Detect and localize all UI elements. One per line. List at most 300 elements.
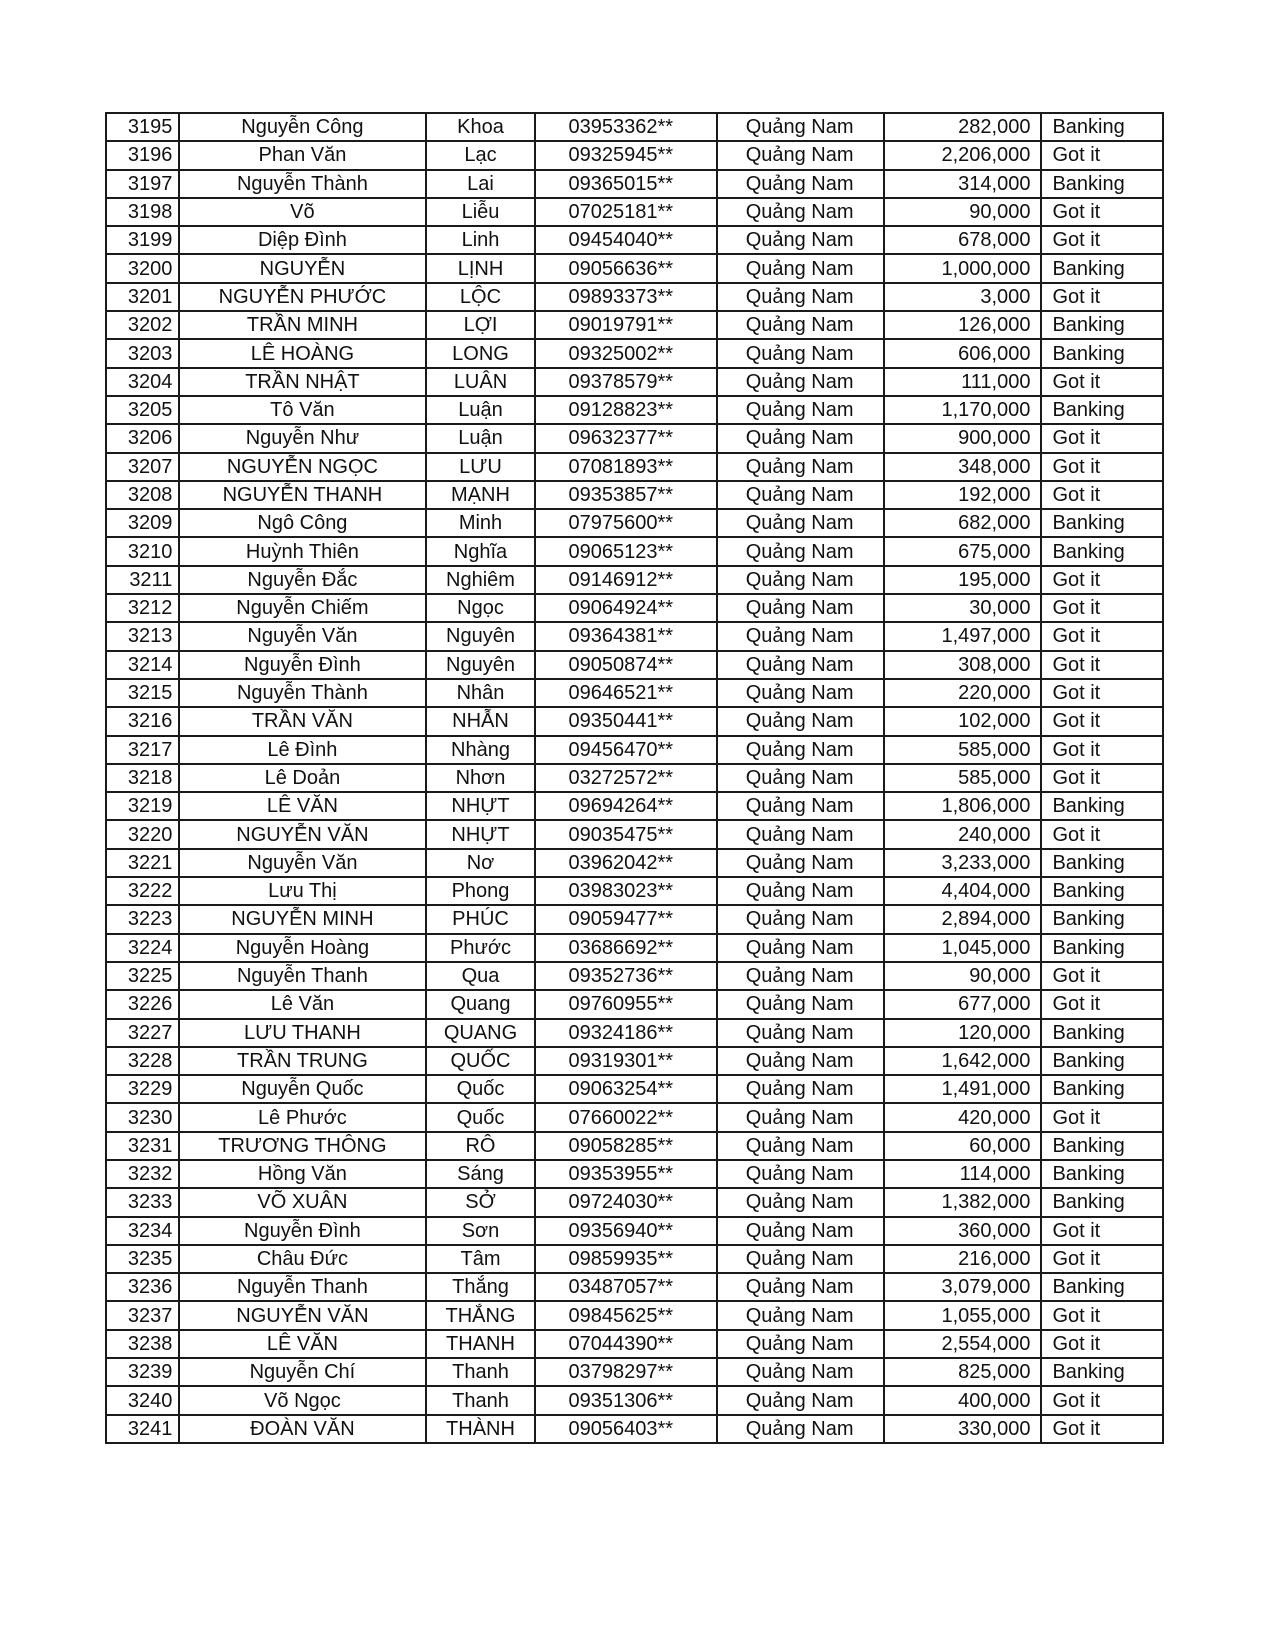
first-name-cell: Luận: [426, 396, 536, 424]
phone-cell: 09350441**: [535, 707, 716, 735]
first-name-cell: THANH: [426, 1330, 536, 1358]
table-row: [106, 1019, 1163, 1047]
table-row: [106, 905, 1163, 933]
province-cell: Quảng Nam: [717, 198, 885, 226]
province-cell: Quảng Nam: [717, 424, 885, 452]
amount-cell: 1,000,000: [884, 254, 1041, 282]
payment-method-cell: Banking: [1041, 311, 1163, 339]
payment-method-cell: Got it: [1041, 566, 1163, 594]
phone-cell: 09019791**: [535, 311, 716, 339]
row-number-cell: 3219: [106, 792, 179, 820]
province-cell: Quảng Nam: [717, 764, 885, 792]
phone-cell: 07660022**: [535, 1103, 716, 1131]
row-number-cell: 3215: [106, 679, 179, 707]
payment-method-cell: Banking: [1041, 1019, 1163, 1047]
last-name-cell: Nguyễn Đình: [179, 1217, 425, 1245]
payment-method-cell: Got it: [1041, 198, 1163, 226]
last-name-cell: TRẦN TRUNG: [179, 1047, 425, 1075]
phone-cell: 03983023**: [535, 877, 716, 905]
last-name-cell: ĐOÀN VĂN: [179, 1415, 425, 1443]
recipient-table: [105, 112, 1164, 1444]
payment-method-cell: Banking: [1041, 1047, 1163, 1075]
table-row: [106, 113, 1163, 141]
payment-method-cell: Banking: [1041, 1132, 1163, 1160]
province-cell: Quảng Nam: [717, 622, 885, 650]
phone-cell: 09056636**: [535, 254, 716, 282]
phone-cell: 03686692**: [535, 934, 716, 962]
phone-cell: 09364381**: [535, 622, 716, 650]
first-name-cell: Ngọc: [426, 594, 536, 622]
table-row: [106, 679, 1163, 707]
payment-method-cell: Banking: [1041, 934, 1163, 962]
last-name-cell: NGUYỄN MINH: [179, 905, 425, 933]
last-name-cell: Nguyễn Thành: [179, 170, 425, 198]
province-cell: Quảng Nam: [717, 254, 885, 282]
phone-cell: 09353857**: [535, 481, 716, 509]
province-cell: Quảng Nam: [717, 820, 885, 848]
phone-cell: 03798297**: [535, 1358, 716, 1386]
row-number-cell: 3198: [106, 198, 179, 226]
phone-cell: 09128823**: [535, 396, 716, 424]
table-row: [106, 566, 1163, 594]
row-number-cell: 3217: [106, 736, 179, 764]
table-row: [106, 1217, 1163, 1245]
first-name-cell: Nguyên: [426, 622, 536, 650]
first-name-cell: Liễu: [426, 198, 536, 226]
last-name-cell: LÊ HOÀNG: [179, 339, 425, 367]
payment-method-cell: Banking: [1041, 509, 1163, 537]
first-name-cell: Quốc: [426, 1103, 536, 1131]
row-number-cell: 3229: [106, 1075, 179, 1103]
payment-method-cell: Got it: [1041, 594, 1163, 622]
table-row: [106, 764, 1163, 792]
amount-cell: 400,000: [884, 1386, 1041, 1414]
payment-method-cell: Got it: [1041, 481, 1163, 509]
last-name-cell: Nguyễn Công: [179, 113, 425, 141]
province-cell: Quảng Nam: [717, 1103, 885, 1131]
row-number-cell: 3237: [106, 1301, 179, 1329]
row-number-cell: 3214: [106, 651, 179, 679]
amount-cell: 420,000: [884, 1103, 1041, 1131]
last-name-cell: TRƯƠNG THÔNG: [179, 1132, 425, 1160]
last-name-cell: Nguyễn Đắc: [179, 566, 425, 594]
row-number-cell: 3230: [106, 1103, 179, 1131]
first-name-cell: THẮNG: [426, 1301, 536, 1329]
province-cell: Quảng Nam: [717, 339, 885, 367]
table-row: [106, 792, 1163, 820]
first-name-cell: Quang: [426, 990, 536, 1018]
amount-cell: 1,491,000: [884, 1075, 1041, 1103]
payment-method-cell: Banking: [1041, 170, 1163, 198]
amount-cell: 2,206,000: [884, 141, 1041, 169]
first-name-cell: Nguyên: [426, 651, 536, 679]
amount-cell: 192,000: [884, 481, 1041, 509]
phone-cell: 09050874**: [535, 651, 716, 679]
amount-cell: 825,000: [884, 1358, 1041, 1386]
first-name-cell: Nhàng: [426, 736, 536, 764]
province-cell: Quảng Nam: [717, 1160, 885, 1188]
payment-method-cell: Got it: [1041, 1245, 1163, 1273]
row-number-cell: 3221: [106, 849, 179, 877]
first-name-cell: LỢI: [426, 311, 536, 339]
province-cell: Quảng Nam: [717, 594, 885, 622]
province-cell: Quảng Nam: [717, 113, 885, 141]
row-number-cell: 3213: [106, 622, 179, 650]
payment-method-cell: Got it: [1041, 1330, 1163, 1358]
phone-cell: 03953362**: [535, 113, 716, 141]
amount-cell: 126,000: [884, 311, 1041, 339]
last-name-cell: LƯU THANH: [179, 1019, 425, 1047]
last-name-cell: Hồng Văn: [179, 1160, 425, 1188]
payment-method-cell: Got it: [1041, 622, 1163, 650]
first-name-cell: Minh: [426, 509, 536, 537]
amount-cell: 675,000: [884, 537, 1041, 565]
row-number-cell: 3202: [106, 311, 179, 339]
first-name-cell: Qua: [426, 962, 536, 990]
province-cell: Quảng Nam: [717, 396, 885, 424]
amount-cell: 585,000: [884, 764, 1041, 792]
first-name-cell: Phong: [426, 877, 536, 905]
table-row: [106, 509, 1163, 537]
first-name-cell: Lạc: [426, 141, 536, 169]
amount-cell: 3,233,000: [884, 849, 1041, 877]
row-number-cell: 3210: [106, 537, 179, 565]
amount-cell: 1,806,000: [884, 792, 1041, 820]
table-row: [106, 254, 1163, 282]
province-cell: Quảng Nam: [717, 1245, 885, 1273]
table-row: [106, 424, 1163, 452]
last-name-cell: TRẦN MINH: [179, 311, 425, 339]
first-name-cell: NHẪN: [426, 707, 536, 735]
last-name-cell: NGUYỄN: [179, 254, 425, 282]
first-name-cell: QUANG: [426, 1019, 536, 1047]
payment-method-cell: Got it: [1041, 141, 1163, 169]
first-name-cell: Tâm: [426, 1245, 536, 1273]
table-row: [106, 1075, 1163, 1103]
amount-cell: 678,000: [884, 226, 1041, 254]
row-number-cell: 3204: [106, 368, 179, 396]
phone-cell: 07975600**: [535, 509, 716, 537]
first-name-cell: PHÚC: [426, 905, 536, 933]
amount-cell: 1,170,000: [884, 396, 1041, 424]
province-cell: Quảng Nam: [717, 1047, 885, 1075]
amount-cell: 102,000: [884, 707, 1041, 735]
phone-cell: 09056403**: [535, 1415, 716, 1443]
payment-method-cell: Got it: [1041, 962, 1163, 990]
first-name-cell: Thắng: [426, 1273, 536, 1301]
payment-method-cell: Got it: [1041, 1217, 1163, 1245]
table-row: [106, 736, 1163, 764]
amount-cell: 111,000: [884, 368, 1041, 396]
table-row: [106, 1188, 1163, 1216]
last-name-cell: Lê Văn: [179, 990, 425, 1018]
payment-method-cell: Banking: [1041, 339, 1163, 367]
table-row: [106, 283, 1163, 311]
row-number-cell: 3226: [106, 990, 179, 1018]
table-row: [106, 622, 1163, 650]
row-number-cell: 3207: [106, 453, 179, 481]
phone-cell: 07081893**: [535, 453, 716, 481]
phone-cell: 09694264**: [535, 792, 716, 820]
table-row: [106, 990, 1163, 1018]
province-cell: Quảng Nam: [717, 736, 885, 764]
phone-cell: 09893373**: [535, 283, 716, 311]
amount-cell: 216,000: [884, 1245, 1041, 1273]
province-cell: Quảng Nam: [717, 1188, 885, 1216]
province-cell: Quảng Nam: [717, 1132, 885, 1160]
last-name-cell: NGUYỄN NGỌC: [179, 453, 425, 481]
payment-method-cell: Banking: [1041, 1273, 1163, 1301]
first-name-cell: NHỰT: [426, 792, 536, 820]
first-name-cell: Phước: [426, 934, 536, 962]
payment-method-cell: Got it: [1041, 764, 1163, 792]
first-name-cell: Nhân: [426, 679, 536, 707]
payment-method-cell: Got it: [1041, 707, 1163, 735]
amount-cell: 90,000: [884, 198, 1041, 226]
last-name-cell: Võ: [179, 198, 425, 226]
first-name-cell: THÀNH: [426, 1415, 536, 1443]
province-cell: Quảng Nam: [717, 226, 885, 254]
row-number-cell: 3208: [106, 481, 179, 509]
payment-method-cell: Banking: [1041, 113, 1163, 141]
table-row: [106, 1386, 1163, 1414]
phone-cell: 09352736**: [535, 962, 716, 990]
phone-cell: 09632377**: [535, 424, 716, 452]
province-cell: Quảng Nam: [717, 792, 885, 820]
table-row: [106, 481, 1163, 509]
phone-cell: 03487057**: [535, 1273, 716, 1301]
table-row: [106, 537, 1163, 565]
province-cell: Quảng Nam: [717, 1415, 885, 1443]
table-row: [106, 594, 1163, 622]
last-name-cell: Nguyễn Văn: [179, 849, 425, 877]
last-name-cell: Nguyễn Chiếm: [179, 594, 425, 622]
province-cell: Quảng Nam: [717, 481, 885, 509]
payment-method-cell: Banking: [1041, 849, 1163, 877]
payment-method-cell: Got it: [1041, 368, 1163, 396]
row-number-cell: 3227: [106, 1019, 179, 1047]
amount-cell: 900,000: [884, 424, 1041, 452]
amount-cell: 114,000: [884, 1160, 1041, 1188]
table-row: [106, 1245, 1163, 1273]
payment-method-cell: Got it: [1041, 1386, 1163, 1414]
phone-cell: 09064924**: [535, 594, 716, 622]
last-name-cell: NGUYỄN VĂN: [179, 1301, 425, 1329]
row-number-cell: 3223: [106, 905, 179, 933]
first-name-cell: NHỰT: [426, 820, 536, 848]
first-name-cell: LỘC: [426, 283, 536, 311]
amount-cell: 330,000: [884, 1415, 1041, 1443]
phone-cell: 07044390**: [535, 1330, 716, 1358]
last-name-cell: Nguyễn Thanh: [179, 1273, 425, 1301]
province-cell: Quảng Nam: [717, 141, 885, 169]
amount-cell: 60,000: [884, 1132, 1041, 1160]
payment-method-cell: Got it: [1041, 283, 1163, 311]
first-name-cell: LƯU: [426, 453, 536, 481]
last-name-cell: Tô Văn: [179, 396, 425, 424]
phone-cell: 09351306**: [535, 1386, 716, 1414]
province-cell: Quảng Nam: [717, 877, 885, 905]
row-number-cell: 3209: [106, 509, 179, 537]
amount-cell: 1,642,000: [884, 1047, 1041, 1075]
payment-method-cell: Got it: [1041, 453, 1163, 481]
amount-cell: 282,000: [884, 113, 1041, 141]
table-row: [106, 934, 1163, 962]
table-row: [106, 1047, 1163, 1075]
row-number-cell: 3228: [106, 1047, 179, 1075]
table-row: [106, 226, 1163, 254]
phone-cell: 09063254**: [535, 1075, 716, 1103]
province-cell: Quảng Nam: [717, 962, 885, 990]
province-cell: Quảng Nam: [717, 934, 885, 962]
row-number-cell: 3216: [106, 707, 179, 735]
table-row: [106, 1160, 1163, 1188]
table-row: [106, 651, 1163, 679]
last-name-cell: Huỳnh Thiên: [179, 537, 425, 565]
first-name-cell: SỞ: [426, 1188, 536, 1216]
last-name-cell: Nguyễn Thanh: [179, 962, 425, 990]
province-cell: Quảng Nam: [717, 509, 885, 537]
province-cell: Quảng Nam: [717, 679, 885, 707]
row-number-cell: 3201: [106, 283, 179, 311]
first-name-cell: QUỐC: [426, 1047, 536, 1075]
first-name-cell: Nhơn: [426, 764, 536, 792]
province-cell: Quảng Nam: [717, 311, 885, 339]
payment-method-cell: Banking: [1041, 1188, 1163, 1216]
province-cell: Quảng Nam: [717, 453, 885, 481]
row-number-cell: 3233: [106, 1188, 179, 1216]
payment-method-cell: Got it: [1041, 736, 1163, 764]
last-name-cell: LÊ VĂN: [179, 792, 425, 820]
last-name-cell: NGUYỄN THANH: [179, 481, 425, 509]
table-row: [106, 396, 1163, 424]
row-number-cell: 3224: [106, 934, 179, 962]
table-row: [106, 1415, 1163, 1443]
province-cell: Quảng Nam: [717, 1358, 885, 1386]
province-cell: Quảng Nam: [717, 170, 885, 198]
row-number-cell: 3231: [106, 1132, 179, 1160]
province-cell: Quảng Nam: [717, 1386, 885, 1414]
first-name-cell: Khoa: [426, 113, 536, 141]
payment-method-cell: Got it: [1041, 651, 1163, 679]
province-cell: Quảng Nam: [717, 1330, 885, 1358]
phone-cell: 09365015**: [535, 170, 716, 198]
first-name-cell: RÔ: [426, 1132, 536, 1160]
row-number-cell: 3212: [106, 594, 179, 622]
last-name-cell: Lê Đình: [179, 736, 425, 764]
table-row: [106, 820, 1163, 848]
table-row: [106, 311, 1163, 339]
last-name-cell: TRẦN VĂN: [179, 707, 425, 735]
payment-method-cell: Banking: [1041, 792, 1163, 820]
row-number-cell: 3197: [106, 170, 179, 198]
province-cell: Quảng Nam: [717, 1019, 885, 1047]
row-number-cell: 3232: [106, 1160, 179, 1188]
phone-cell: 09319301**: [535, 1047, 716, 1075]
row-number-cell: 3195: [106, 113, 179, 141]
row-number-cell: 3200: [106, 254, 179, 282]
amount-cell: 2,554,000: [884, 1330, 1041, 1358]
phone-cell: 09724030**: [535, 1188, 716, 1216]
row-number-cell: 3236: [106, 1273, 179, 1301]
amount-cell: 220,000: [884, 679, 1041, 707]
amount-cell: 90,000: [884, 962, 1041, 990]
last-name-cell: Ngô Công: [179, 509, 425, 537]
row-number-cell: 3220: [106, 820, 179, 848]
row-number-cell: 3225: [106, 962, 179, 990]
phone-cell: 09356940**: [535, 1217, 716, 1245]
phone-cell: 09146912**: [535, 566, 716, 594]
province-cell: Quảng Nam: [717, 368, 885, 396]
row-number-cell: 3199: [106, 226, 179, 254]
row-number-cell: 3234: [106, 1217, 179, 1245]
table-row: [106, 170, 1163, 198]
payment-method-cell: Got it: [1041, 424, 1163, 452]
first-name-cell: Sáng: [426, 1160, 536, 1188]
table-row: [106, 849, 1163, 877]
province-cell: Quảng Nam: [717, 1075, 885, 1103]
phone-cell: 03272572**: [535, 764, 716, 792]
last-name-cell: TRẦN NHẬT: [179, 368, 425, 396]
first-name-cell: Thanh: [426, 1386, 536, 1414]
row-number-cell: 3238: [106, 1330, 179, 1358]
phone-cell: 09035475**: [535, 820, 716, 848]
province-cell: Quảng Nam: [717, 566, 885, 594]
table-row: [106, 141, 1163, 169]
phone-cell: 07025181**: [535, 198, 716, 226]
row-number-cell: 3235: [106, 1245, 179, 1273]
payment-method-cell: Got it: [1041, 820, 1163, 848]
amount-cell: 360,000: [884, 1217, 1041, 1245]
province-cell: Quảng Nam: [717, 849, 885, 877]
table-row: [106, 1132, 1163, 1160]
payment-method-cell: Got it: [1041, 226, 1163, 254]
phone-cell: 09065123**: [535, 537, 716, 565]
province-cell: Quảng Nam: [717, 283, 885, 311]
first-name-cell: Nghĩa: [426, 537, 536, 565]
last-name-cell: Lê Doản: [179, 764, 425, 792]
amount-cell: 308,000: [884, 651, 1041, 679]
row-number-cell: 3206: [106, 424, 179, 452]
amount-cell: 1,045,000: [884, 934, 1041, 962]
amount-cell: 348,000: [884, 453, 1041, 481]
first-name-cell: Thanh: [426, 1358, 536, 1386]
phone-cell: 09454040**: [535, 226, 716, 254]
first-name-cell: Sơn: [426, 1217, 536, 1245]
province-cell: Quảng Nam: [717, 905, 885, 933]
last-name-cell: Lê Phước: [179, 1103, 425, 1131]
payment-method-cell: Banking: [1041, 537, 1163, 565]
row-number-cell: 3241: [106, 1415, 179, 1443]
phone-cell: 09859935**: [535, 1245, 716, 1273]
first-name-cell: Quốc: [426, 1075, 536, 1103]
amount-cell: 4,404,000: [884, 877, 1041, 905]
table-row: [106, 198, 1163, 226]
phone-cell: 09378579**: [535, 368, 716, 396]
last-name-cell: Diệp Đình: [179, 226, 425, 254]
amount-cell: 3,000: [884, 283, 1041, 311]
row-number-cell: 3211: [106, 566, 179, 594]
first-name-cell: Lai: [426, 170, 536, 198]
table-row: [106, 1103, 1163, 1131]
table-row: [106, 1358, 1163, 1386]
first-name-cell: Nghiêm: [426, 566, 536, 594]
phone-cell: 09325945**: [535, 141, 716, 169]
first-name-cell: LUÂN: [426, 368, 536, 396]
last-name-cell: Nguyễn Đình: [179, 651, 425, 679]
table-row: [106, 368, 1163, 396]
row-number-cell: 3239: [106, 1358, 179, 1386]
